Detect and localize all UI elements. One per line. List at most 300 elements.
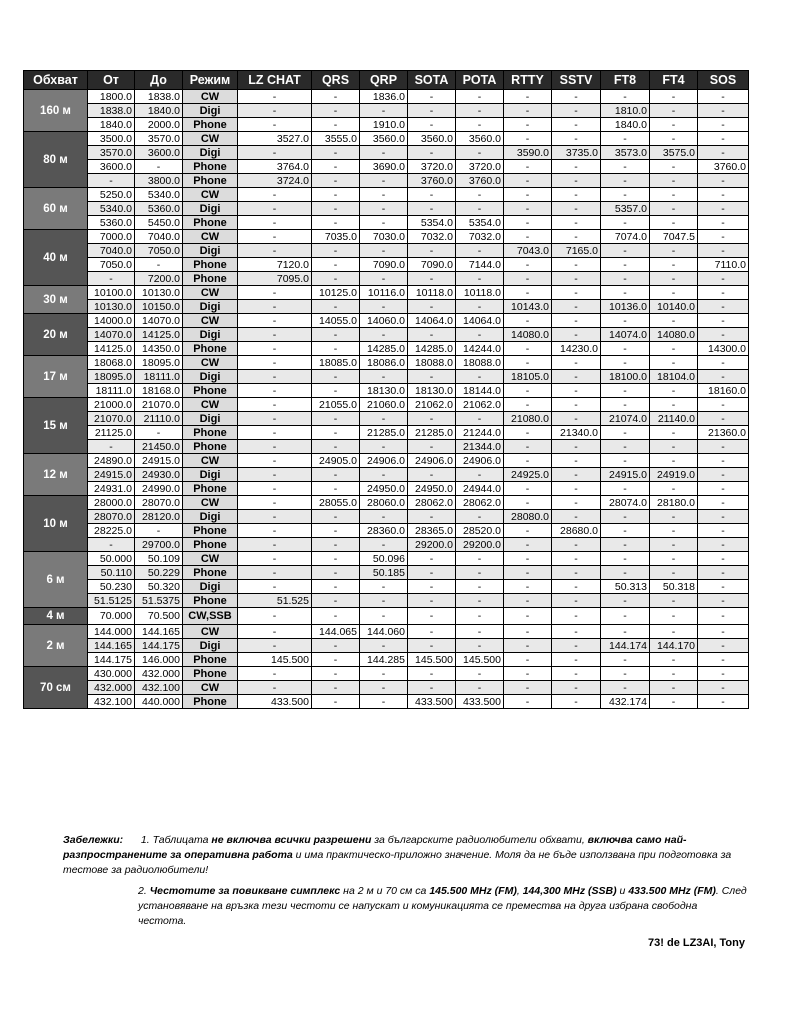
range-cell: - xyxy=(88,174,135,188)
range-cell: 432.000 xyxy=(135,667,183,681)
mode-cell: CW xyxy=(183,188,238,202)
frequency-cell: 5354.0 xyxy=(408,216,456,230)
band-label: 10 м xyxy=(24,496,88,552)
frequency-cell: - xyxy=(698,538,749,552)
frequency-cell: - xyxy=(408,639,456,653)
range-cell: 3600.0 xyxy=(88,160,135,174)
range-cell: 24931.0 xyxy=(88,482,135,496)
range-cell: 7200.0 xyxy=(135,272,183,286)
frequency-cell: - xyxy=(698,625,749,639)
table-row xyxy=(24,244,749,258)
frequency-cell: 24906.0 xyxy=(360,454,408,468)
frequency-cell: 3760.0 xyxy=(456,174,504,188)
frequency-cell: 50.096 xyxy=(360,552,408,566)
frequency-cell: 144.065 xyxy=(312,625,360,639)
frequency-cell: - xyxy=(456,639,504,653)
frequency-cell: - xyxy=(456,146,504,160)
frequency-cell: 24905.0 xyxy=(312,454,360,468)
frequency-cell: - xyxy=(698,230,749,244)
range-cell: 3500.0 xyxy=(88,132,135,146)
frequency-cell: - xyxy=(552,538,601,552)
frequency-cell: - xyxy=(504,538,552,552)
frequency-cell: - xyxy=(238,524,312,538)
frequency-cell: 7090.0 xyxy=(408,258,456,272)
frequency-cell: - xyxy=(408,625,456,639)
mode-cell: Digi xyxy=(183,328,238,342)
frequency-cell: 18088.0 xyxy=(408,356,456,370)
frequency-cell: - xyxy=(504,566,552,580)
range-cell: 21070.0 xyxy=(135,398,183,412)
frequency-cell: - xyxy=(552,104,601,118)
frequency-cell: - xyxy=(504,202,552,216)
frequency-cell: - xyxy=(312,216,360,230)
mode-cell: CW xyxy=(183,90,238,104)
mode-cell: Phone xyxy=(183,174,238,188)
frequency-cell: - xyxy=(650,695,698,709)
frequency-cell: - xyxy=(408,440,456,454)
frequency-cell: 7144.0 xyxy=(456,258,504,272)
frequency-cell: 3760.0 xyxy=(408,174,456,188)
range-cell: 24915.0 xyxy=(135,454,183,468)
mode-cell: Digi xyxy=(183,468,238,482)
frequency-cell: - xyxy=(698,594,749,608)
table-row xyxy=(24,300,749,314)
table-row xyxy=(24,328,749,342)
frequency-cell: - xyxy=(650,566,698,580)
frequency-cell: - xyxy=(698,653,749,667)
range-cell: 2000.0 xyxy=(135,118,183,132)
frequency-cell: - xyxy=(650,653,698,667)
frequency-cell: - xyxy=(238,118,312,132)
range-cell: 14070.0 xyxy=(88,328,135,342)
frequency-cell: - xyxy=(360,440,408,454)
frequency-cell: - xyxy=(312,146,360,160)
table-row xyxy=(24,342,749,356)
frequency-cell: - xyxy=(238,454,312,468)
frequency-cell: - xyxy=(698,314,749,328)
note2-text-i: . След установяване на връзка тези честоти се напускат и комуникацията се премества на друга избрана свободна честота. xyxy=(138,885,747,927)
frequency-cell: - xyxy=(360,272,408,286)
frequency-cell: - xyxy=(408,412,456,426)
frequency-cell: - xyxy=(504,90,552,104)
frequency-cell: - xyxy=(650,188,698,202)
frequency-cell: - xyxy=(360,608,408,625)
frequency-cell: - xyxy=(456,552,504,566)
table-row xyxy=(24,160,749,174)
frequency-cell: - xyxy=(552,566,601,580)
frequency-cell: - xyxy=(601,244,650,258)
range-cell: 18168.0 xyxy=(135,384,183,398)
frequency-cell: 7110.0 xyxy=(698,258,749,272)
range-cell: 1840.0 xyxy=(88,118,135,132)
table-row xyxy=(24,426,749,440)
frequency-cell: - xyxy=(650,174,698,188)
frequency-cell: - xyxy=(238,342,312,356)
frequency-cell: - xyxy=(238,216,312,230)
frequency-cell: - xyxy=(360,244,408,258)
frequency-cell: 144.174 xyxy=(601,639,650,653)
frequency-cell: - xyxy=(504,398,552,412)
frequency-cell: - xyxy=(650,552,698,566)
band-label: 80 м xyxy=(24,132,88,188)
frequency-cell: 3590.0 xyxy=(504,146,552,160)
frequency-cell: - xyxy=(650,524,698,538)
band-label: 40 м xyxy=(24,230,88,286)
column-header: RTTY xyxy=(504,71,552,90)
frequency-cell: - xyxy=(698,552,749,566)
frequency-cell: - xyxy=(504,667,552,681)
range-cell: 7040.0 xyxy=(88,244,135,258)
table-row xyxy=(24,454,749,468)
frequency-cell: - xyxy=(360,580,408,594)
frequency-cell: - xyxy=(601,188,650,202)
range-cell: 144.175 xyxy=(135,639,183,653)
range-cell: 28070.0 xyxy=(135,496,183,510)
frequency-cell: 432.174 xyxy=(601,695,650,709)
frequency-cell: - xyxy=(504,118,552,132)
range-cell: 18095.0 xyxy=(88,370,135,384)
range-cell: 14070.0 xyxy=(135,314,183,328)
mode-cell: Digi xyxy=(183,412,238,426)
table-row xyxy=(24,580,749,594)
frequency-cell: - xyxy=(650,104,698,118)
frequency-cell: - xyxy=(504,454,552,468)
frequency-cell: - xyxy=(504,524,552,538)
frequency-cell: 7032.0 xyxy=(408,230,456,244)
frequency-cell: 3555.0 xyxy=(312,132,360,146)
table-row xyxy=(24,653,749,667)
range-cell: 5250.0 xyxy=(88,188,135,202)
frequency-cell: - xyxy=(312,90,360,104)
mode-cell: CW xyxy=(183,132,238,146)
frequency-cell: - xyxy=(650,608,698,625)
frequency-cell: - xyxy=(504,188,552,202)
frequency-cell: - xyxy=(504,104,552,118)
frequency-cell: - xyxy=(312,468,360,482)
frequency-cell: - xyxy=(312,328,360,342)
table-row xyxy=(24,566,749,580)
frequency-cell: - xyxy=(698,146,749,160)
frequency-cell: - xyxy=(312,118,360,132)
range-cell: 18068.0 xyxy=(88,356,135,370)
frequency-cell: - xyxy=(552,90,601,104)
mode-cell: Digi xyxy=(183,146,238,160)
frequency-cell: - xyxy=(360,681,408,695)
mode-cell: Phone xyxy=(183,258,238,272)
frequency-cell: 14244.0 xyxy=(456,342,504,356)
frequency-cell: - xyxy=(238,146,312,160)
mode-cell: Digi xyxy=(183,244,238,258)
frequency-cell: - xyxy=(552,328,601,342)
frequency-cell: - xyxy=(650,625,698,639)
frequency-cell: 7047.5 xyxy=(650,230,698,244)
frequency-cell: 3575.0 xyxy=(650,146,698,160)
frequency-cell: - xyxy=(552,594,601,608)
frequency-cell: - xyxy=(360,468,408,482)
frequency-cell: - xyxy=(238,300,312,314)
frequency-cell: - xyxy=(408,146,456,160)
frequency-cell: - xyxy=(312,524,360,538)
frequency-cell: - xyxy=(650,426,698,440)
mode-cell: Phone xyxy=(183,118,238,132)
mode-cell: Phone xyxy=(183,384,238,398)
frequency-cell: - xyxy=(312,552,360,566)
frequency-cell: - xyxy=(698,566,749,580)
frequency-cell: - xyxy=(552,286,601,300)
column-header: SOTA xyxy=(408,71,456,90)
note2-text-f: 144,300 MHz (SSB) xyxy=(522,885,617,897)
frequency-cell: - xyxy=(456,566,504,580)
frequency-cell: - xyxy=(360,328,408,342)
frequency-cell: - xyxy=(312,258,360,272)
table-row xyxy=(24,510,749,524)
frequency-cell: 1840.0 xyxy=(601,118,650,132)
frequency-cell: 24944.0 xyxy=(456,482,504,496)
table-row xyxy=(24,314,749,328)
frequency-cell: - xyxy=(408,608,456,625)
note1-text-a: 1. Таблицата xyxy=(140,834,212,846)
frequency-cell: - xyxy=(552,695,601,709)
range-cell: 28070.0 xyxy=(88,510,135,524)
range-cell: 14125.0 xyxy=(88,342,135,356)
notes-paragraph-2 xyxy=(138,884,748,929)
frequency-cell: - xyxy=(312,104,360,118)
frequency-cell: - xyxy=(238,286,312,300)
table-row xyxy=(24,594,749,608)
band-label: 6 м xyxy=(24,552,88,608)
frequency-cell: - xyxy=(650,118,698,132)
frequency-cell: 24919.0 xyxy=(650,468,698,482)
range-cell: 432.000 xyxy=(88,681,135,695)
frequency-cell: - xyxy=(650,202,698,216)
mode-cell: Digi xyxy=(183,202,238,216)
frequency-cell: - xyxy=(456,510,504,524)
frequency-cell: 7095.0 xyxy=(238,272,312,286)
frequency-cell: 28520.0 xyxy=(456,524,504,538)
frequency-cell: 18160.0 xyxy=(698,384,749,398)
frequency-cell: - xyxy=(552,580,601,594)
frequency-cell: - xyxy=(408,118,456,132)
frequency-cell: 7035.0 xyxy=(312,230,360,244)
frequency-cell: - xyxy=(238,496,312,510)
frequency-cell: - xyxy=(650,356,698,370)
frequency-cell: 24950.0 xyxy=(360,482,408,496)
frequency-cell: - xyxy=(238,566,312,580)
mode-cell: Digi xyxy=(183,370,238,384)
mode-cell: Phone xyxy=(183,342,238,356)
frequency-cell: 28360.0 xyxy=(360,524,408,538)
frequency-cell: 3560.0 xyxy=(360,132,408,146)
frequency-cell: 28060.0 xyxy=(360,496,408,510)
table-row xyxy=(24,188,749,202)
frequency-cell: 10125.0 xyxy=(312,286,360,300)
frequency-cell: - xyxy=(601,667,650,681)
note2-text-d: 145.500 MHz (FM) xyxy=(429,885,517,897)
mode-cell: CW xyxy=(183,454,238,468)
frequency-cell: - xyxy=(698,468,749,482)
frequency-cell: - xyxy=(650,384,698,398)
frequency-cell: - xyxy=(650,90,698,104)
range-cell: 3800.0 xyxy=(135,174,183,188)
frequency-cell: - xyxy=(650,286,698,300)
frequency-cell: 3560.0 xyxy=(408,132,456,146)
mode-cell: Phone xyxy=(183,538,238,552)
frequency-cell: - xyxy=(601,90,650,104)
frequency-cell: - xyxy=(698,300,749,314)
frequency-cell: - xyxy=(312,695,360,709)
frequency-cell: 145.500 xyxy=(408,653,456,667)
frequency-cell: 24906.0 xyxy=(408,454,456,468)
table-row xyxy=(24,667,749,681)
frequency-cell: - xyxy=(504,653,552,667)
range-cell: 5360.0 xyxy=(88,216,135,230)
range-cell: 28225.0 xyxy=(88,524,135,538)
table-row xyxy=(24,440,749,454)
frequency-cell: 21055.0 xyxy=(312,398,360,412)
table-row xyxy=(24,625,749,639)
frequency-cell: 433.500 xyxy=(408,695,456,709)
table-row xyxy=(24,681,749,695)
frequency-cell: - xyxy=(601,681,650,695)
table-row xyxy=(24,356,749,370)
frequency-cell: - xyxy=(408,202,456,216)
frequency-cell: - xyxy=(552,258,601,272)
frequency-cell: - xyxy=(601,608,650,625)
column-header: От xyxy=(88,71,135,90)
mode-cell: CW xyxy=(183,356,238,370)
frequency-cell: - xyxy=(312,160,360,174)
range-cell: 24915.0 xyxy=(88,468,135,482)
frequency-cell: - xyxy=(238,90,312,104)
frequency-cell: 1836.0 xyxy=(360,90,408,104)
column-header: SSTV xyxy=(552,71,601,90)
frequency-cell: - xyxy=(408,300,456,314)
frequency-cell: - xyxy=(360,216,408,230)
mode-cell: Phone xyxy=(183,667,238,681)
frequency-cell: - xyxy=(312,412,360,426)
frequency-cell: - xyxy=(650,272,698,286)
frequency-cell: 21140.0 xyxy=(650,412,698,426)
frequency-cell: 3724.0 xyxy=(238,174,312,188)
range-cell: 1800.0 xyxy=(88,90,135,104)
frequency-cell: - xyxy=(552,482,601,496)
frequency-cell: - xyxy=(552,681,601,695)
table-row xyxy=(24,132,749,146)
note2-text-b: Честотите за повикване симплекс xyxy=(149,885,341,897)
frequency-cell: - xyxy=(552,412,601,426)
table-row xyxy=(24,608,749,625)
range-cell: 21070.0 xyxy=(88,412,135,426)
frequency-cell: - xyxy=(456,202,504,216)
frequency-cell: - xyxy=(238,510,312,524)
table-row xyxy=(24,202,749,216)
frequency-cell: 24950.0 xyxy=(408,482,456,496)
frequency-cell: 14285.0 xyxy=(360,342,408,356)
frequency-cell: - xyxy=(698,695,749,709)
range-cell: 50.320 xyxy=(135,580,183,594)
frequency-table xyxy=(23,70,749,709)
mode-cell: CW xyxy=(183,496,238,510)
range-cell: 7050.0 xyxy=(135,244,183,258)
frequency-cell: - xyxy=(238,440,312,454)
frequency-cell: - xyxy=(408,468,456,482)
frequency-cell: - xyxy=(408,566,456,580)
frequency-cell: - xyxy=(238,398,312,412)
frequency-cell: - xyxy=(408,370,456,384)
mode-cell: CW xyxy=(183,625,238,639)
frequency-cell: - xyxy=(238,244,312,258)
frequency-cell: - xyxy=(698,667,749,681)
range-cell: 14125.0 xyxy=(135,328,183,342)
frequency-cell: - xyxy=(552,174,601,188)
frequency-cell: - xyxy=(698,118,749,132)
band-label: 160 м xyxy=(24,90,88,132)
mode-cell: Digi xyxy=(183,300,238,314)
frequency-cell: 28055.0 xyxy=(312,496,360,510)
frequency-cell: - xyxy=(601,314,650,328)
frequency-cell: - xyxy=(238,328,312,342)
frequency-cell: 10116.0 xyxy=(360,286,408,300)
note1-text-d: включва само най-разпространените за оперативна работа xyxy=(63,834,687,861)
frequency-cell: - xyxy=(650,667,698,681)
frequency-cell: - xyxy=(552,370,601,384)
range-cell: 3570.0 xyxy=(135,132,183,146)
table-header-row xyxy=(24,71,749,90)
frequency-cell: - xyxy=(650,681,698,695)
frequency-cell: 24915.0 xyxy=(601,468,650,482)
frequency-cell: - xyxy=(650,482,698,496)
frequency-cell: - xyxy=(312,681,360,695)
frequency-cell: - xyxy=(552,653,601,667)
frequency-cell: 50.313 xyxy=(601,580,650,594)
frequency-cell: - xyxy=(698,132,749,146)
frequency-cell: 1910.0 xyxy=(360,118,408,132)
column-header: До xyxy=(135,71,183,90)
frequency-cell: - xyxy=(312,202,360,216)
frequency-cell: - xyxy=(650,216,698,230)
frequency-cell: - xyxy=(504,695,552,709)
frequency-cell: - xyxy=(552,160,601,174)
frequency-cell: - xyxy=(238,625,312,639)
frequency-cell: - xyxy=(312,566,360,580)
frequency-cell: - xyxy=(408,90,456,104)
frequency-cell: - xyxy=(698,286,749,300)
frequency-cell: - xyxy=(456,272,504,286)
mode-cell: CW xyxy=(183,314,238,328)
range-cell: 3600.0 xyxy=(135,146,183,160)
note2-text-c: на 2 м и 70 см са xyxy=(340,885,430,897)
frequency-cell: - xyxy=(650,510,698,524)
range-cell: - xyxy=(135,258,183,272)
note1-text-b: не включва всички разрешени xyxy=(211,834,372,846)
frequency-cell: - xyxy=(552,468,601,482)
frequency-cell: 28062.0 xyxy=(408,496,456,510)
frequency-cell: 7030.0 xyxy=(360,230,408,244)
column-header: QRS xyxy=(312,71,360,90)
table-row xyxy=(24,104,749,118)
frequency-cell: 18130.0 xyxy=(408,384,456,398)
frequency-cell: - xyxy=(456,580,504,594)
column-header: QRP xyxy=(360,71,408,90)
range-cell: - xyxy=(88,538,135,552)
frequency-cell: - xyxy=(504,160,552,174)
frequency-cell: - xyxy=(504,286,552,300)
frequency-cell: 14300.0 xyxy=(698,342,749,356)
column-header: LZ CHAT xyxy=(238,71,312,90)
frequency-cell: - xyxy=(238,482,312,496)
table-row xyxy=(24,524,749,538)
table-row xyxy=(24,639,749,653)
